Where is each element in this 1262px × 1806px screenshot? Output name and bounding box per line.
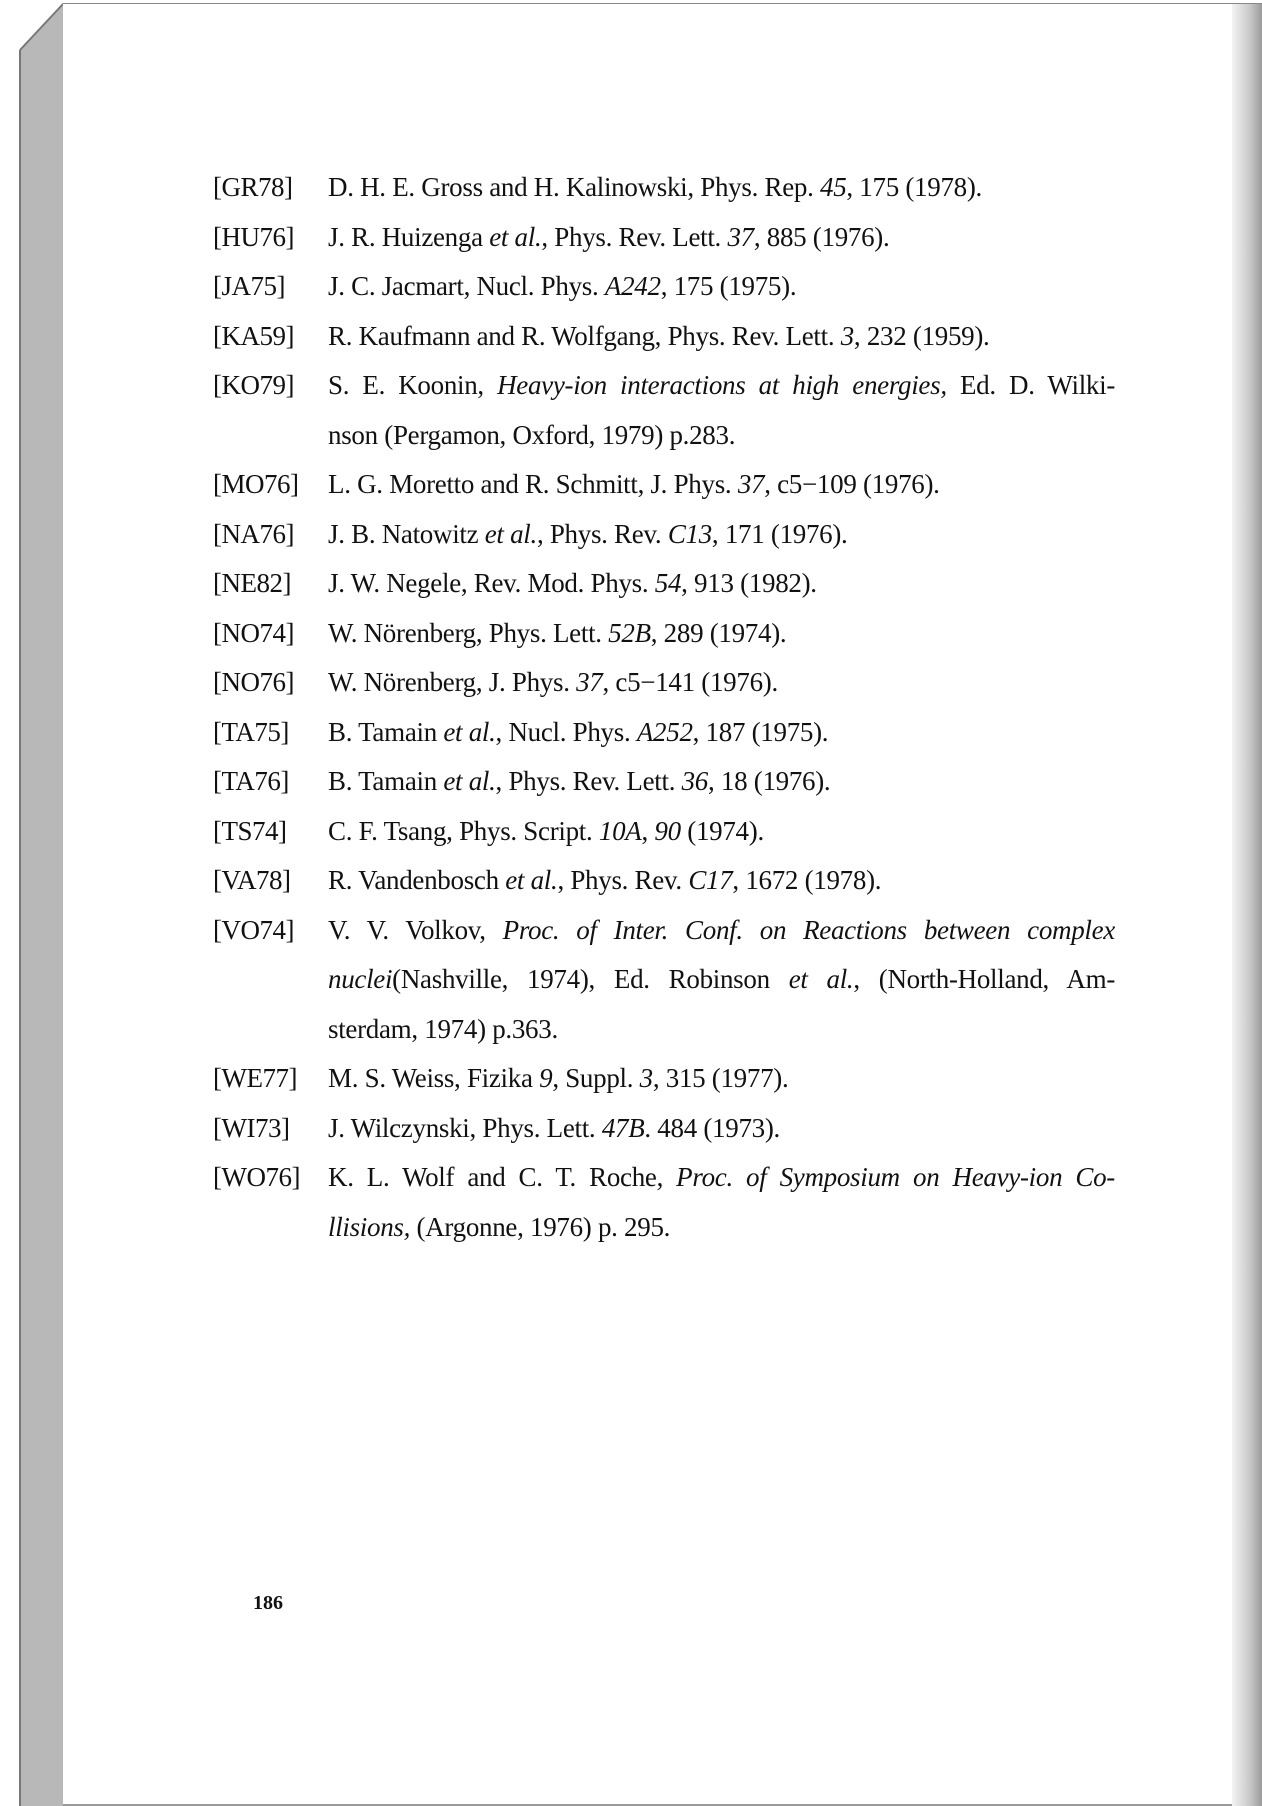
page-number: 186	[253, 1592, 283, 1614]
citation-line	[328, 163, 1115, 213]
citation-text: B. Tamain	[328, 766, 444, 796]
citation-italic-text: 45	[820, 172, 847, 202]
citation-italic-text: Heavy-ion interactions at high energies,	[497, 370, 947, 400]
citation-text: , 1672 (1978).	[732, 865, 882, 895]
reference-key: [MO76]	[213, 469, 299, 499]
citation-text: , 232 (1959).	[853, 320, 990, 351]
reference-entry	[213, 658, 1115, 708]
citation-line	[328, 361, 1115, 411]
reference-citation	[328, 559, 1115, 609]
citation-line	[328, 658, 1115, 708]
citation-line	[328, 262, 1115, 312]
citation-line	[328, 510, 1115, 560]
citation-italic-text: Proc. of Symposium on Heavy-ion Co-	[676, 1162, 1115, 1192]
citation-text: R. Kaufmann and R. Wolfgang, Phys. Rev. Lett.	[328, 320, 841, 351]
citation-italic-text: et al.	[443, 716, 496, 747]
citation-text: J. W. Negele, Rev. Mod. Phys.	[328, 568, 655, 598]
citation-line	[328, 1153, 1115, 1203]
reference-citation	[328, 312, 1115, 362]
citation-italic-text: et al.	[484, 518, 537, 549]
citation-line	[328, 1104, 1115, 1154]
reference-citation	[328, 708, 1115, 758]
citation-italic-text: 47B	[601, 1112, 645, 1143]
citation-text: . 484 (1973).	[644, 1112, 780, 1143]
citation-text: , 18 (1976).	[708, 766, 831, 796]
citation-text: , 289 (1974).	[650, 617, 787, 648]
citation-text: V. V. Volkov,	[328, 914, 503, 945]
reference-citation	[328, 1153, 1115, 1252]
citation-line	[328, 856, 1115, 906]
citation-text: (Nashville, 1974), Ed. Robinson	[392, 964, 789, 994]
citation-italic-text: et al.	[505, 865, 558, 895]
citation-italic-text: nuclei	[328, 964, 393, 994]
citation-text: , Phys. Rev.	[536, 518, 668, 549]
citation-italic-text: A242	[604, 271, 661, 301]
citation-text: , 171 (1976).	[711, 518, 848, 549]
citation-text: Ed. D. Wilki-	[946, 370, 1116, 400]
reference-key: [JA75]	[213, 271, 285, 301]
citation-text: , c5−141 (1976).	[602, 667, 778, 697]
citation-line	[328, 807, 1115, 857]
citation-text: , 885 (1976).	[753, 221, 890, 252]
reference-key: [HU76]	[213, 221, 294, 252]
reference-entry	[213, 262, 1115, 312]
citation-line	[328, 1054, 1115, 1104]
reference-key: [NA76]	[213, 518, 294, 549]
reference-entry	[213, 1153, 1115, 1252]
citation-text: , 315 (1977).	[652, 1063, 789, 1093]
citation-line	[328, 609, 1115, 659]
page-right-shadow	[1232, 4, 1262, 1806]
reference-citation	[328, 1054, 1115, 1104]
citation-line	[328, 559, 1115, 609]
reference-citation	[328, 510, 1115, 560]
citation-italic-text: llisions,	[328, 1211, 411, 1242]
citation-text: (1974).	[680, 815, 764, 846]
citation-italic-text: 36	[681, 766, 708, 796]
citation-text: , Nucl. Phys.	[495, 716, 637, 747]
reference-citation	[328, 460, 1115, 510]
reference-key: [KO79]	[213, 370, 294, 400]
reference-key: [TA76]	[213, 766, 289, 796]
reference-entry	[213, 757, 1115, 807]
reference-entry	[213, 460, 1115, 510]
citation-italic-text: C13	[667, 518, 712, 549]
citation-text: nson (Pergamon, Oxford, 1979) p.283.	[328, 419, 736, 450]
reference-entry	[213, 163, 1115, 213]
citation-text: J. Wilczynski, Phys. Lett.	[328, 1112, 602, 1143]
reference-key: [NO76]	[213, 667, 294, 697]
citation-text: , 175 (1975).	[660, 271, 797, 301]
citation-italic-text: 10A	[598, 815, 642, 846]
reference-key: [NE82]	[213, 568, 291, 598]
citation-text: ,	[641, 815, 655, 846]
reference-citation	[328, 361, 1115, 460]
citation-text: W. Nörenberg, Phys. Lett.	[328, 617, 609, 648]
reference-citation	[328, 609, 1115, 659]
citation-text: M. S. Weiss, Fizika	[328, 1063, 540, 1093]
citation-italic-text: C17	[688, 865, 733, 895]
reference-citation	[328, 262, 1115, 312]
citation-line	[328, 460, 1115, 510]
reference-entry	[213, 708, 1115, 758]
citation-text: sterdam, 1974) p.363.	[328, 1013, 558, 1044]
citation-italic-text: 9	[539, 1063, 553, 1093]
reference-key: [TA75]	[213, 716, 289, 747]
citation-text: , Suppl.	[552, 1063, 640, 1093]
reference-entry	[213, 856, 1115, 906]
citation-text: (Argonne, 1976) p. 295.	[410, 1211, 671, 1242]
reference-entry	[213, 1054, 1115, 1104]
reference-citation	[328, 856, 1115, 906]
reference-key: [KA59]	[213, 320, 294, 351]
citation-text: D. H. E. Gross and H. Kalinowski, Phys. Rep.	[328, 172, 820, 202]
reference-citation	[328, 906, 1115, 1055]
citation-text: , 175 (1978).	[846, 172, 982, 202]
citation-italic-text: 3	[840, 320, 854, 351]
reference-entry	[213, 906, 1115, 1055]
citation-italic-text: Proc. of Inter. Conf. on Reactions between complex	[502, 914, 1115, 945]
citation-italic-text: 54	[654, 568, 682, 598]
citation-text: , 913 (1982).	[681, 568, 817, 598]
citation-text: K. L. Wolf and C. T. Roche,	[328, 1162, 677, 1192]
reference-entry	[213, 559, 1115, 609]
reference-key: [TS74]	[213, 815, 287, 846]
citation-line	[328, 1203, 1115, 1253]
reference-entry	[213, 510, 1115, 560]
citation-line	[328, 708, 1115, 758]
reference-citation	[328, 807, 1115, 857]
reference-entry	[213, 609, 1115, 659]
citation-line	[328, 312, 1115, 362]
reference-entry	[213, 807, 1115, 857]
citation-italic-text: 90	[654, 815, 681, 846]
citation-italic-text: A252	[636, 716, 693, 747]
citation-line	[328, 906, 1115, 956]
citation-italic-text: 3	[639, 1063, 653, 1093]
reference-key: [GR78]	[213, 172, 293, 202]
citation-text: , 187 (1975).	[692, 716, 829, 747]
citation-text: C. F. Tsang, Phys. Script.	[328, 815, 599, 846]
citation-text: L. G. Moretto and R. Schmitt, J. Phys.	[328, 469, 738, 499]
reference-citation	[328, 757, 1115, 807]
citation-italic-text: 37	[737, 469, 765, 499]
reference-citation	[328, 1104, 1115, 1154]
reference-entry	[213, 312, 1115, 362]
citation-text: J. B. Natowitz	[328, 518, 485, 549]
reference-key: [VA78]	[213, 865, 291, 895]
reference-entry	[213, 361, 1115, 460]
citation-italic-text: 37	[576, 667, 603, 697]
citation-text: J. C. Jacmart, Nucl. Phys.	[328, 271, 605, 301]
citation-line	[328, 1005, 1115, 1055]
citation-text: R. Vandenbosch	[328, 865, 506, 895]
reference-list	[213, 163, 1115, 1252]
reference-entry	[213, 213, 1115, 263]
citation-line	[328, 955, 1115, 1005]
citation-text: W. Nörenberg, J. Phys.	[328, 667, 577, 697]
citation-text: , (North-Holland, Am-	[853, 964, 1116, 994]
citation-line	[328, 411, 1115, 461]
citation-text: B. Tamain	[328, 716, 444, 747]
reference-entry	[213, 1104, 1115, 1154]
citation-text: , Phys. Rev. Lett.	[495, 766, 682, 796]
reference-key: [WI73]	[213, 1112, 290, 1143]
reference-citation	[328, 163, 1115, 213]
citation-line	[328, 213, 1115, 263]
reference-key: [VO74]	[213, 914, 294, 945]
reference-key: [NO74]	[213, 617, 294, 648]
citation-text: J. R. Huizenga	[328, 221, 490, 252]
citation-italic-text: et al.	[489, 221, 542, 252]
reference-citation	[328, 658, 1115, 708]
citation-italic-text: et al.	[788, 964, 854, 994]
reference-key: [WE77]	[213, 1063, 297, 1093]
citation-italic-text: 37	[727, 221, 754, 252]
citation-text: , c5−109 (1976).	[764, 469, 940, 499]
citation-italic-text: 52B	[608, 617, 651, 648]
reference-citation	[328, 213, 1115, 263]
citation-text: S. E. Koonin,	[328, 370, 498, 400]
citation-text: , Phys. Rev. Lett.	[541, 221, 728, 252]
reference-key: [WO76]	[213, 1162, 300, 1192]
citation-text: , Phys. Rev.	[557, 865, 689, 895]
citation-italic-text: et al.	[443, 766, 496, 796]
citation-line	[328, 757, 1115, 807]
